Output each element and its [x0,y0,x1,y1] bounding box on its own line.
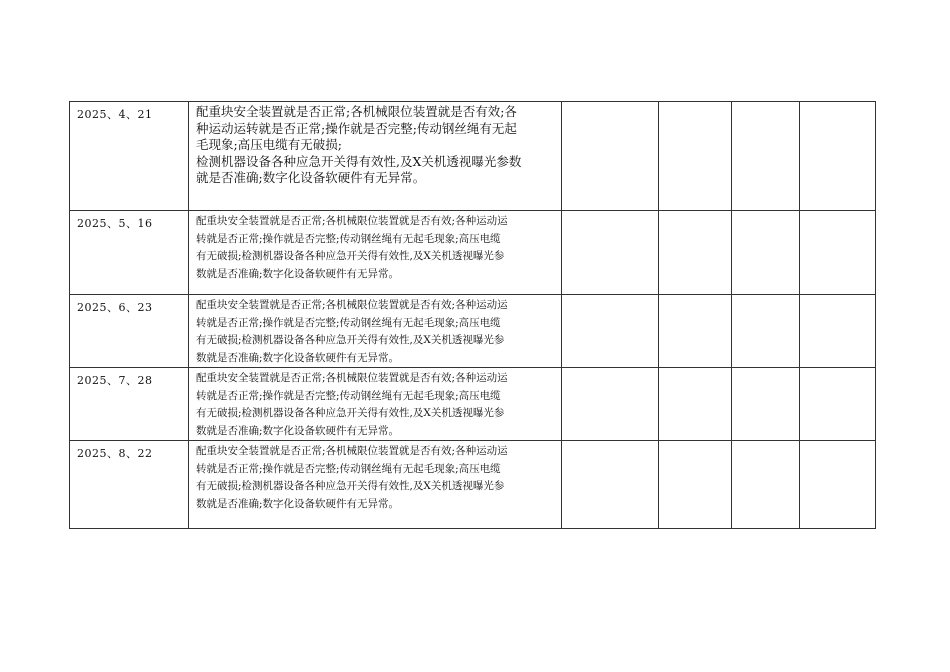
empty-cell [800,211,876,295]
table-row [70,441,876,529]
table-row [70,211,876,295]
empty-cell [562,295,659,368]
row-description [189,368,562,441]
row-description [189,441,562,529]
description-line: 转就是否正常;操作就是否完整;传动钢丝绳有无起毛现象;高压电缆 [196,316,501,329]
row-date: 2025、8、22 [70,441,189,529]
empty-cell [659,295,732,368]
table-row [70,102,876,211]
table-row [70,368,876,441]
description-line: 数就是否准确;数字化设备软硬件有无异常。 [196,351,400,364]
description-line: 数就是否准确;数字化设备软硬件有无异常。 [196,497,400,510]
description-line: 配重块安全装置就是否正常;各机械限位装置就是否有效;各 [196,104,517,119]
row-date: 2025、6、23 [70,295,189,368]
row-description [189,102,562,211]
empty-cell [659,211,732,295]
description-line: 种运动运转就是否正常;操作就是否完整;传动钢丝绳有无起 [196,120,517,136]
description-line: 数就是否准确;数字化设备软硬件有无异常。 [196,424,400,437]
table-row [70,295,876,368]
description-line: 有无破损;检测机器设备各种应急开关得有效性,及X关机透视曝光参 [196,407,505,419]
empty-cell [732,441,800,529]
description-line: 转就是否正常;操作就是否完整;传动钢丝绳有无起毛现象;高压电缆 [196,389,501,402]
empty-cell [732,295,800,368]
empty-cell [732,368,800,441]
empty-cell [800,441,876,529]
description-line: 配重块安全装置就是否正常;各机械限位装置就是否有效;各种运动运 [196,299,508,311]
empty-cell [659,441,732,529]
row-date: 2025、5、16 [70,211,189,295]
empty-cell [562,368,659,441]
row-date: 2025、7、28 [70,368,189,441]
empty-cell [659,102,732,211]
row-description [189,211,562,295]
description-line: 有无破损;检测机器设备各种应急开关得有效性,及X关机透视曝光参 [196,250,505,262]
empty-cell [800,295,876,368]
description-line: 转就是否正常;操作就是否完整;传动钢丝绳有无起毛现象;高压电缆 [196,462,501,475]
empty-cell [800,102,876,211]
description-line: 配重块安全装置就是否正常;各机械限位装置就是否有效;各种运动运 [196,445,508,457]
empty-cell [562,441,659,529]
maintenance-log-table [69,101,876,529]
empty-cell [562,102,659,211]
empty-cell [562,211,659,295]
description-line: 配重块安全装置就是否正常;各机械限位装置就是否有效;各种运动运 [196,215,508,227]
empty-cell [732,102,800,211]
description-line: 毛现象;高压电缆有无破损; [196,137,342,153]
empty-cell [800,368,876,441]
description-line: 配重块安全装置就是否正常;各机械限位装置就是否有效;各种运动运 [196,372,508,384]
description-line: 转就是否正常;操作就是否完整;传动钢丝绳有无起毛现象;高压电缆 [196,232,501,245]
description-line: 就是否准确;数字化设备软硬件有无异常。 [196,170,426,186]
description-line: 有无破损;检测机器设备各种应急开关得有效性,及X关机透视曝光参 [196,480,505,492]
row-date: 2025、4、21 [70,102,189,211]
description-line: 数就是否准确;数字化设备软硬件有无异常。 [196,267,400,280]
row-description [189,295,562,368]
description-line: 有无破损;检测机器设备各种应急开关得有效性,及X关机透视曝光参 [196,334,505,346]
description-line: 检测机器设备各种应急开关得有效性,及X关机透视曝光参数 [196,153,522,169]
empty-cell [659,368,732,441]
empty-cell [732,211,800,295]
